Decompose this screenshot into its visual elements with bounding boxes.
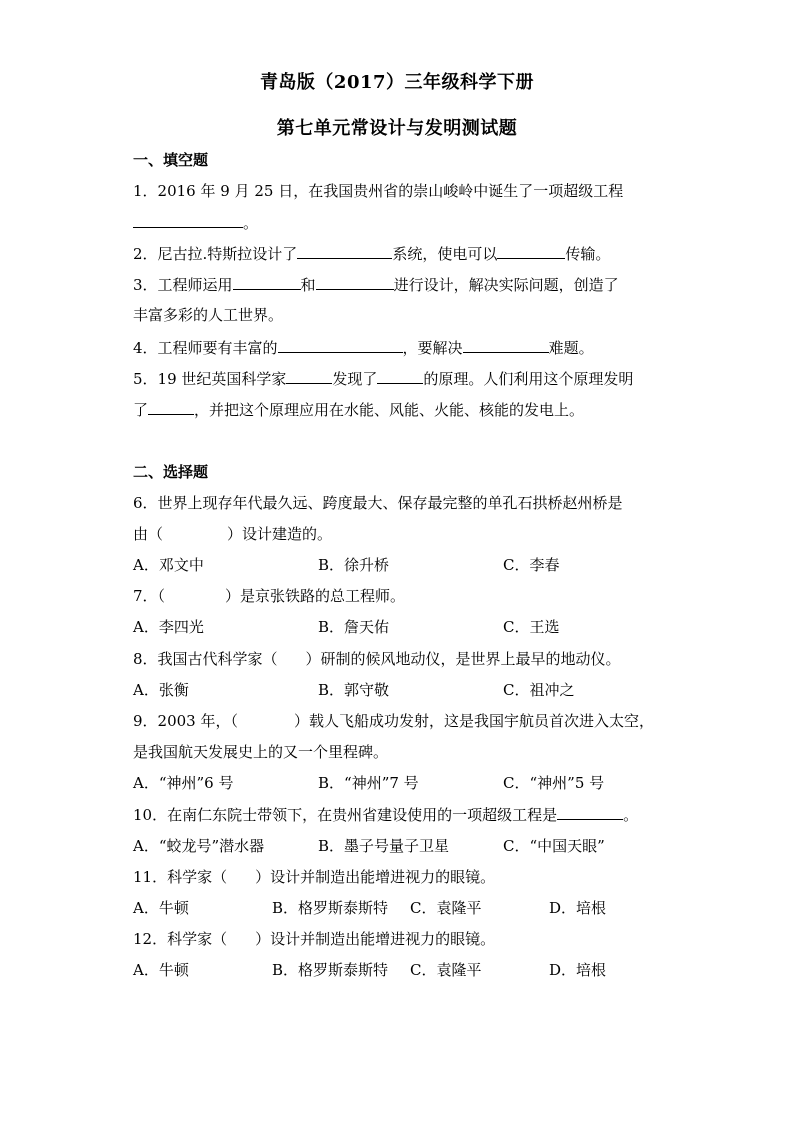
question-5-line-2 <box>133 399 584 419</box>
option-a[interactable]: A．牛顿 <box>133 961 189 979</box>
question-3-line-1 <box>133 274 619 294</box>
option-b[interactable]: B．格罗斯泰斯特 <box>272 961 389 979</box>
question-text: 发现了 <box>332 370 378 388</box>
answer-blank[interactable] <box>316 274 394 290</box>
question-text: 系统，使电可以 <box>392 245 498 263</box>
question-text: 传输。 <box>565 245 611 263</box>
option-c[interactable]: C．袁隆平 <box>410 961 482 979</box>
question-text: ）载人飞船成功发射，这是我国宇航员首次进入太空， <box>294 712 655 730</box>
option-c[interactable]: C．袁隆平 <box>410 899 482 917</box>
question-text: 2．尼古拉.特斯拉设计了 <box>133 245 298 263</box>
answer-blank[interactable] <box>233 274 301 290</box>
option-a[interactable]: A．邓文中 <box>133 556 204 574</box>
option-c[interactable]: C．祖冲之 <box>503 681 575 699</box>
option-b[interactable]: B．“神州”7 号 <box>318 774 419 792</box>
option-a[interactable]: A．牛顿 <box>133 899 189 917</box>
question-8 <box>133 649 621 669</box>
question-2 <box>133 243 610 263</box>
question-text: 11．科学家（ <box>133 868 228 886</box>
question-text: 。 <box>623 806 639 824</box>
option-d[interactable]: D．培根 <box>549 899 607 917</box>
question-text: 4．工程师要有丰富的 <box>133 339 278 357</box>
answer-blank[interactable] <box>463 337 549 353</box>
option-c[interactable]: C．“神州”5 号 <box>503 774 605 792</box>
question-text: 难题。 <box>548 339 594 357</box>
question-text: ）设计并制造出能增进视力的眼镜。 <box>255 930 496 948</box>
question-text: 。 <box>243 214 259 232</box>
question-9-line-1 <box>133 711 654 731</box>
question-9-line-2: 是我国航天发展史上的又一个里程碑。 <box>133 743 389 761</box>
question-6-line-2 <box>133 524 332 544</box>
question-text: ，要解决 <box>402 339 463 357</box>
question-text: 的原理。人们利用这个原理发明 <box>423 370 634 388</box>
question-text: 3．工程师运用 <box>133 276 233 294</box>
question-text: ）研制的候风地动仪，是世界上最早的地动仪。 <box>305 650 621 668</box>
question-1-line-2 <box>133 212 258 232</box>
question-text: 10．在南仁东院士带领下，在贵州省建设使用的一项超级工程是 <box>133 806 558 824</box>
question-text: ）设计建造的。 <box>227 525 333 543</box>
question-1-line-1: 1．2016 年 9 月 25 日，在我国贵州省的崇山峻岭中诞生了一项超级工程 <box>133 182 624 200</box>
question-text: ）是京张铁路的总工程师。 <box>225 587 406 605</box>
option-b[interactable]: B．格罗斯泰斯特 <box>272 899 389 917</box>
question-text: 9．2003 年，（ <box>133 712 238 730</box>
question-text: 5．19 世纪英国科学家 <box>133 370 287 388</box>
answer-blank[interactable] <box>557 804 623 820</box>
question-12 <box>133 929 495 949</box>
question-5-line-1 <box>133 368 633 388</box>
option-a[interactable]: A．“蛟龙号”潜水器 <box>133 837 265 855</box>
option-b[interactable]: B．徐升桥 <box>318 556 390 574</box>
option-a[interactable]: A．张衡 <box>133 681 189 699</box>
question-11 <box>133 867 495 887</box>
question-text: 8．我国古代科学家（ <box>133 650 278 668</box>
option-c[interactable]: C．“中国天眼” <box>503 837 605 855</box>
question-text: ）设计并制造出能增进视力的眼镜。 <box>255 868 496 886</box>
document-title: 青岛版（2017）三年级科学下册 <box>259 72 535 93</box>
question-text: 12．科学家（ <box>133 930 228 948</box>
question-text: 进行设计，解决实际问题，创造了 <box>393 276 619 294</box>
option-a[interactable]: A．“神州”6 号 <box>133 774 234 792</box>
question-text: 和 <box>300 276 316 294</box>
answer-blank[interactable] <box>297 243 392 259</box>
section-heading-multiple-choice: 二、选择题 <box>133 463 209 481</box>
question-3-line-2: 丰富多彩的人工世界。 <box>133 306 284 324</box>
question-text: 由（ <box>133 525 164 543</box>
answer-blank[interactable] <box>133 212 243 228</box>
option-d[interactable]: D．培根 <box>549 961 607 979</box>
question-4 <box>133 337 594 357</box>
section-heading-fill-blank: 一、填空题 <box>133 151 209 169</box>
option-a[interactable]: A．李四光 <box>133 618 204 636</box>
answer-blank[interactable] <box>377 368 423 384</box>
answer-blank[interactable] <box>278 337 403 353</box>
question-text: ，并把这个原理应用在水能、风能、火能、核能的发电上。 <box>194 401 585 419</box>
answer-blank[interactable] <box>286 368 332 384</box>
document-subtitle: 第七单元常设计与发明测试题 <box>276 118 518 139</box>
question-6-line-1: 6．世界上现存年代最久远、跨度最大、保存最完整的单孔石拱桥赵州桥是 <box>133 494 623 512</box>
question-7 <box>133 586 405 606</box>
option-b[interactable]: B．詹天佑 <box>318 618 390 636</box>
option-c[interactable]: C．王选 <box>503 618 560 636</box>
option-c[interactable]: C．李春 <box>503 556 560 574</box>
question-text: 了 <box>133 401 149 419</box>
answer-blank[interactable] <box>497 243 565 259</box>
question-text: 7．（ <box>133 587 166 605</box>
option-b[interactable]: B．墨子号量子卫星 <box>318 837 450 855</box>
answer-blank[interactable] <box>148 399 194 415</box>
question-10 <box>133 804 638 824</box>
option-b[interactable]: B．郭守敬 <box>318 681 390 699</box>
